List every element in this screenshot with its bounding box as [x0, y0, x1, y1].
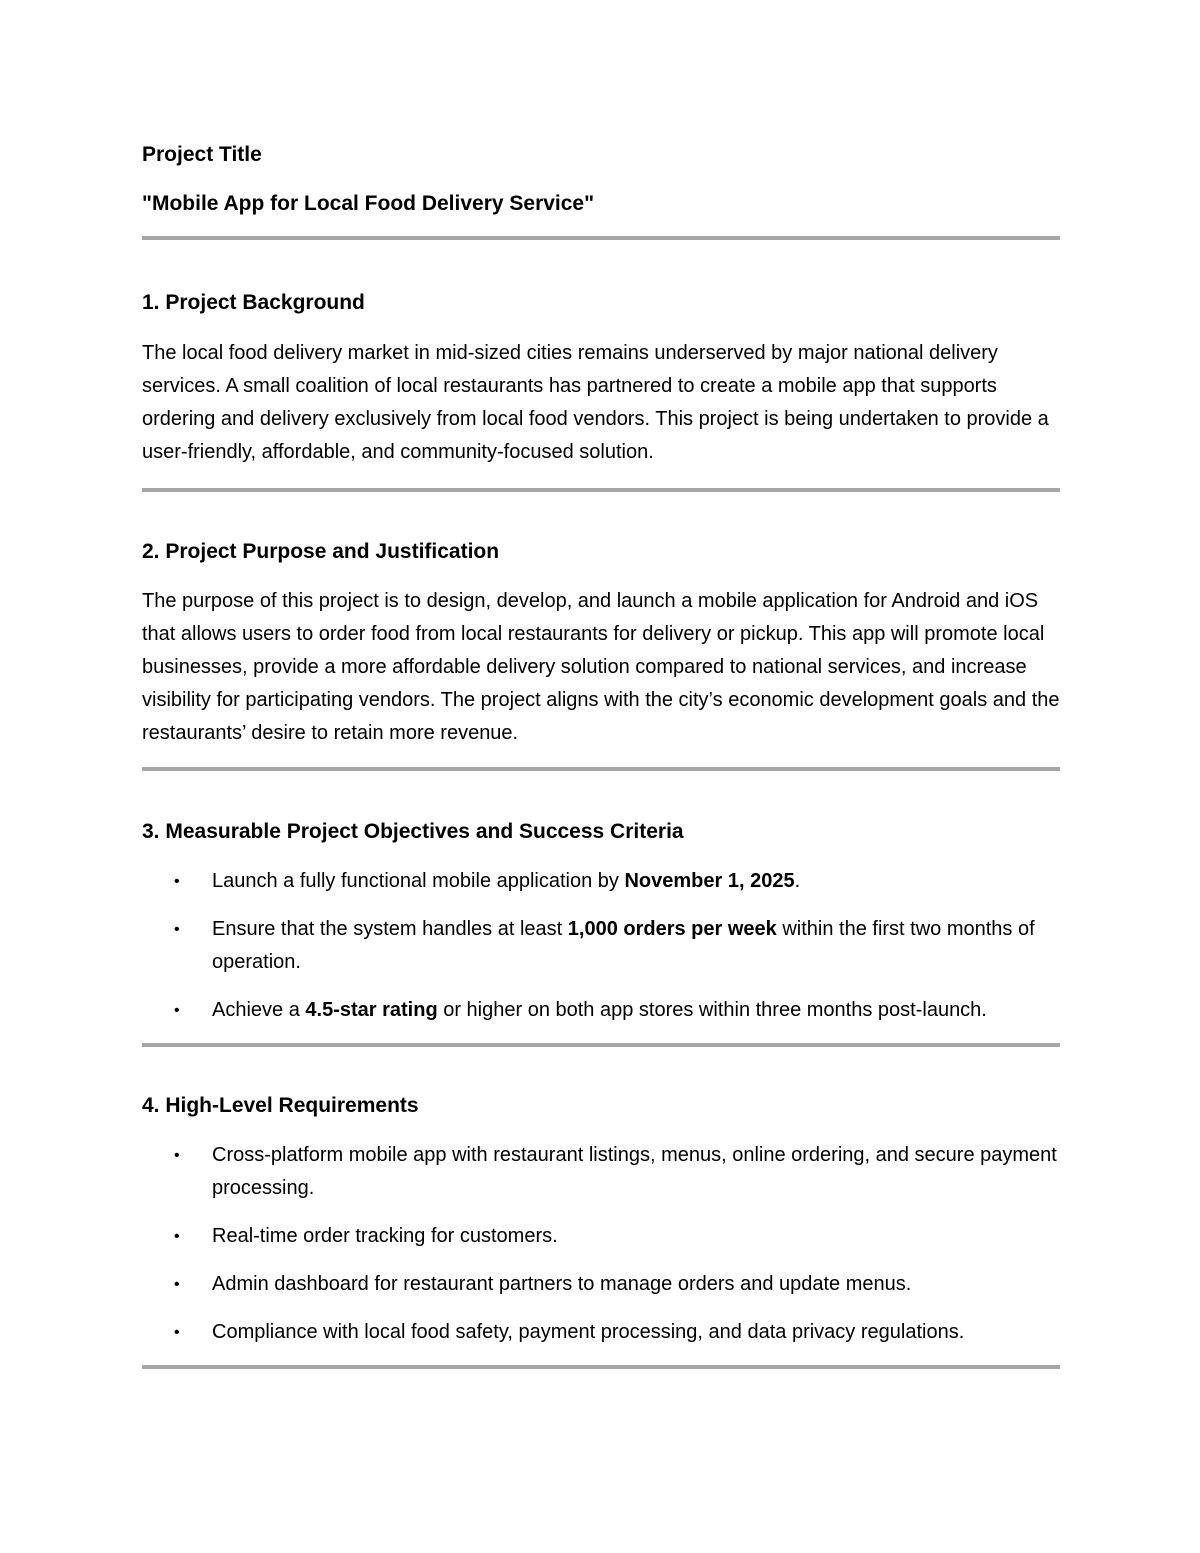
list-item	[142, 1139, 1060, 1205]
list-item-text: Achieve a	[212, 998, 306, 1021]
list-item-text: or higher on both app stores within three months post-launch.	[437, 998, 987, 1021]
list-item	[142, 913, 1060, 979]
section-divider	[142, 767, 1060, 771]
list-item-emphasis: 4.5-star rating	[305, 998, 438, 1021]
section-divider	[142, 236, 1060, 240]
bullet-icon: •	[174, 1228, 180, 1246]
section-heading: 1. Project Background	[142, 291, 365, 315]
section-requirements	[142, 1093, 1060, 1349]
list-item-text: within the first two months of operation.	[212, 917, 1035, 973]
project-title-value: "Mobile App for Local Food Delivery Service"	[142, 192, 595, 216]
section-purpose-justification	[142, 539, 1060, 750]
bullet-icon: •	[174, 920, 180, 938]
section-heading: 4. High-Level Requirements	[142, 1093, 419, 1117]
bullet-icon: •	[174, 1001, 180, 1019]
section-heading: 3. Measurable Project Objectives and Success Criteria	[142, 819, 684, 843]
list-item	[142, 994, 1060, 1027]
list-item-text: Admin dashboard for restaurant partners to manage orders and update menus.	[212, 1273, 912, 1296]
list-item-text: Cross-platform mobile app with restaurant listings, menus, online ordering, and secure payment processing.	[212, 1144, 1057, 1200]
section-body: The local food delivery market in mid-sized cities remains underserved by major national delivery services. A small coalition of local restaurants has partnered to create a mobile app that supports ordering and delivery exclusively from local food vendors. This project is being undertaken to provide a user-friendly, affordable, and community-focused solution.	[142, 341, 1049, 463]
bullet-icon: •	[174, 1276, 180, 1294]
section-divider	[142, 1365, 1060, 1369]
section-divider	[142, 1043, 1060, 1047]
bullet-icon: •	[174, 1147, 180, 1165]
section-project-background	[142, 290, 1060, 468]
list-item-text: Launch a fully functional mobile application by	[212, 869, 625, 892]
bullet-icon: •	[174, 872, 180, 890]
objectives-list	[142, 865, 1060, 1027]
list-item-text: Compliance with local food safety, payment processing, and data privacy regulations.	[212, 1321, 965, 1344]
section-body: The purpose of this project is to design, develop, and launch a mobile application for Android and iOS that allows users to order food from local restaurants for delivery or pickup. This app will promote local businesses, provide a more affordable delivery solution compared to national services, and increase visibility for participating vendors. The project aligns with the city’s economic development goals and the restaurants’ desire to retain more revenue.	[142, 589, 1060, 744]
list-item	[142, 1220, 1060, 1253]
document-page	[142, 130, 1060, 1369]
requirements-list	[142, 1139, 1060, 1349]
list-item	[142, 1268, 1060, 1301]
bullet-icon: •	[174, 1324, 180, 1342]
list-item-text: Real-time order tracking for customers.	[212, 1225, 558, 1248]
list-item-emphasis: 1,000 orders per week	[567, 917, 777, 940]
section-divider	[142, 488, 1060, 492]
list-item-text: .	[794, 869, 801, 892]
list-item-text: Ensure that the system handles at least	[212, 917, 568, 940]
section-heading: 2. Project Purpose and Justification	[142, 539, 500, 563]
list-item	[142, 1316, 1060, 1349]
section-objectives	[142, 819, 1060, 1027]
list-item	[142, 865, 1060, 898]
list-item-emphasis: November 1, 2025	[624, 869, 795, 892]
project-title-label: Project Title	[142, 143, 262, 166]
